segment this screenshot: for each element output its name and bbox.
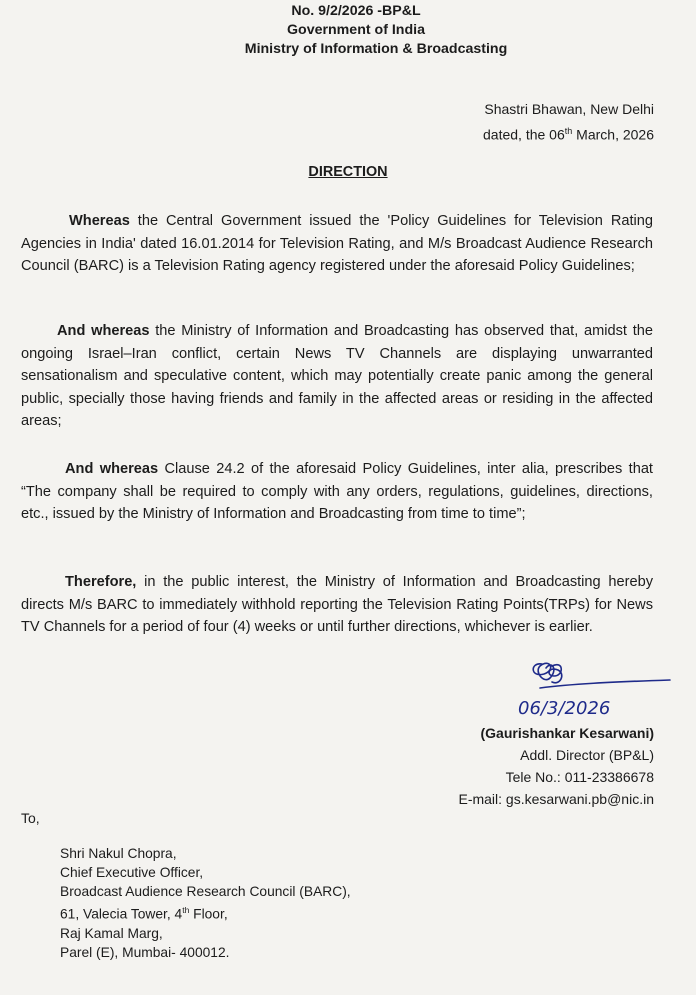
signatory-name: (Gaurishankar Kesarwani) [480,725,654,741]
government-heading: Government of India [287,22,425,38]
signature-date: 06/3/2026 [518,698,611,719]
place-date-block [483,98,654,146]
paragraph-and-whereas-2: And whereas Clause 24.2 of the aforesaid Policy Guidelines, inter alia, prescribes that “The company shall be required to comply with any orders, regulations, guidelines, directions, etc., issued by the Ministry of Information and Broadcasting from time to time”; [21,461,653,523]
addressee-road: Raj Kamal Marg, [60,925,163,941]
date: dated, the 06th March, 2026 [483,126,654,143]
handwritten-signature [500,652,680,724]
to-label: To, [21,810,40,826]
paragraph-whereas: Whereas the Central Government issued the 'Policy Guidelines for Television Rating Agencies in India' dated 16.01.2014 for Television Rating, and M/s Broadcast Audience Research Council (BARC) is a Television Rating agency registered under the aforesaid Policy Guidelines; [21,213,653,275]
signatory-block [458,722,654,810]
paragraph-therefore: Therefore, in the public interest, the Ministry of Information and Broadcasting hereby directs M/s BARC to immediately withhold reporting the Television Rating Points(TRPs) for News TV Channels for a period of four (4) weeks or until further directions, whichever is earlier. [21,574,653,636]
addressee-name: Shri Nakul Chopra, [60,846,177,861]
reference-number: No. 9/2/2026 -BP&L [291,3,421,19]
signatory-phone: Tele No.: 011-23386678 [505,769,654,785]
addressee-street: 61, Valecia Tower, 4th Floor, [60,905,228,922]
signatory-designation: Addl. Director (BP&L) [520,747,654,763]
signatory-email: E-mail: gs.kesarwani.pb@nic.in [458,791,654,807]
addressee-org: Broadcast Audience Research Council (BARC), [60,884,351,899]
addressee-block [60,844,351,962]
ministry-heading: Ministry of Information & Broadcasting [244,41,508,57]
document-title: DIRECTION [308,164,388,180]
addressee-title: Chief Executive Officer, [60,865,204,880]
addressee-city: Parel (E), Mumbai- 400012. [60,944,230,960]
place: Shastri Bhawan, New Delhi [484,101,654,117]
paragraph-and-whereas-1: And whereas the Ministry of Information and Broadcasting has observed that, amidst the ongoing Israel–Iran conflict, certain News TV Channels are displaying unwarranted sensationalism and speculative content, which may potentially create panic among the general public, specially those having friends and family in the affected areas or residing in the affected areas; [21,323,653,430]
